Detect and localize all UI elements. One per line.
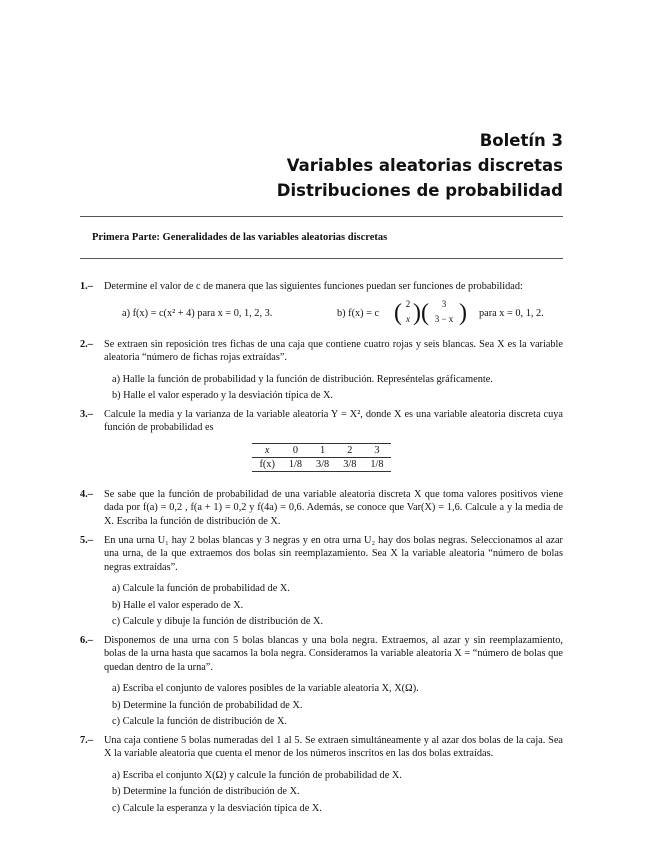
problem-number: 2.– [80, 339, 93, 350]
list-item: a) Halle la función de probabilidad y la función de distribución. Represéntelas gráficamente. [112, 373, 493, 385]
item-list [112, 373, 563, 403]
formula-b-lhs: b) f(x) = c [337, 308, 380, 319]
header-block [277, 128, 563, 203]
list-item: a) Escriba el conjunto X(Ω) y calcule la función de probabilidad de X. [112, 769, 402, 781]
problem-5 [80, 534, 563, 628]
list-item: c) Calcule la función de distribución de X. [112, 716, 287, 728]
table-cell: f(x) [252, 458, 281, 472]
table-cell: x [252, 444, 281, 458]
problem-number: 7.– [80, 735, 93, 746]
table-row [252, 458, 390, 472]
top-rule [80, 216, 563, 217]
table-cell: 3/8 [309, 458, 336, 472]
paren-open-icon: ( [394, 300, 402, 326]
problem-1 [80, 280, 563, 293]
subtitle-1: Variables aleatorias discretas [286, 156, 563, 175]
problem-number: 5.– [80, 535, 93, 546]
problem-text: Se extraen sin reposición tres fichas de una caja que contiene cuatro rojas y seis blancas. Sea X es la variable aleatoria “número de fichas rojas extraídas”. [104, 339, 563, 364]
paren-close-icon: ) [459, 300, 467, 326]
problem-number: 3.– [80, 409, 93, 420]
binom-1-bottom: x [406, 314, 410, 324]
list-item: a) Escriba el conjunto de valores posibles de la variable aleatoria X, X(Ω). [112, 683, 419, 695]
bottom-rule [80, 258, 563, 259]
table-cell: 3 [363, 444, 390, 458]
table-cell: 1/8 [363, 458, 390, 472]
problem-number: 6.– [80, 635, 93, 646]
item-list [112, 582, 563, 628]
table-cell: 0 [282, 444, 309, 458]
binom-2-bottom: 3 − x [434, 314, 454, 324]
probability-table [252, 443, 390, 472]
formula-a: a) f(x) = c(x² + 4) para x = 0, 1, 2, 3. [122, 308, 273, 319]
problem-number: 4.– [80, 489, 93, 500]
paren-close-icon: ) [413, 300, 421, 326]
formula-b-domain: para x = 0, 1, 2. [479, 308, 544, 319]
problem-7 [80, 734, 563, 815]
list-item: c) Calcule y dibuje la función de distribución de X. [112, 616, 324, 628]
item-list [112, 769, 563, 815]
problem-text: En una urna U₁ hay 2 bolas blancas y 3 negras y en otra urna U₂ hay dos bolas negras. Seleccionamos al azar una urna, de la que extraemos dos bolas sin reemplazamiento. Sea X la variable aleatoria “número de bolas negras extraídas”. [104, 535, 563, 573]
problem-2 [80, 338, 563, 403]
section-heading: Primera Parte: Generalidades de las variables aleatorias discretas [92, 232, 388, 243]
table-cell: 1/8 [282, 458, 309, 472]
title: Boletín 3 [479, 131, 563, 150]
problem-number: 1.– [80, 281, 93, 292]
paren-open-icon: ( [421, 300, 429, 326]
problem-6 [80, 634, 563, 728]
list-item: b) Determine la función de distribución de X. [112, 786, 300, 798]
probability-table-wrap [80, 443, 563, 472]
binom-2-top: 3 [441, 299, 447, 309]
table-cell: 2 [336, 444, 363, 458]
problem-text: Disponemos de una urna con 5 bolas blancas y una bola negra. Extraemos, al azar y sin reemplazamiento, bolas de la urna hasta que sacamos la bola negra. Consideramos la variable aleatoria X = “número de bolas que quedan dentro de la urna”. [104, 635, 563, 673]
list-item: b) Determine la función de probabilidad de X. [112, 699, 303, 711]
problem-text: Determine el valor de c de manera que las siguientes funciones puedan ser funciones de probabilidad: [104, 281, 523, 292]
list-item: a) Calcule la función de probabilidad de X. [112, 583, 290, 595]
list-item: b) Halle el valor esperado y la desviación típica de X. [112, 390, 334, 402]
item-list [112, 682, 563, 728]
problem-text: Se sabe que la función de probabilidad de una variable aleatoria discreta X que toma valores positivos viene dada por f(a) = 0,2 , f(a + 1) = 0,2 y f(4a) = 0,6. Además, se conoce que Var(X) = 1,6. Calcule a y la media de X. Escriba la función de distribución de X. [104, 489, 563, 527]
binom-1-top: 2 [405, 299, 411, 309]
list-item: c) Calcule la esperanza y la desviación típica de X. [112, 802, 322, 814]
table-row [252, 444, 390, 458]
problem-text: Calcule la media y la varianza de la variable aleatoria Y = X², donde X es una variable aleatoria discreta cuya función de probabilidad es [104, 409, 563, 434]
list-item: b) Halle el valor esperado de X. [112, 599, 244, 611]
table-cell: 3/8 [336, 458, 363, 472]
subtitle-2: Distribuciones de probabilidad [276, 181, 563, 200]
problem-text: Una caja contiene 5 bolas numeradas del 1 al 5. Se extraen simultáneamente y al azar dos bolas de la caja. Sea X la variable aleatoria que cuenta el menor de los números inscritos en las dos bolas extraídas. [104, 735, 563, 760]
problem-4 [80, 488, 563, 528]
problem-3 [80, 408, 563, 435]
table-cell: 1 [309, 444, 336, 458]
